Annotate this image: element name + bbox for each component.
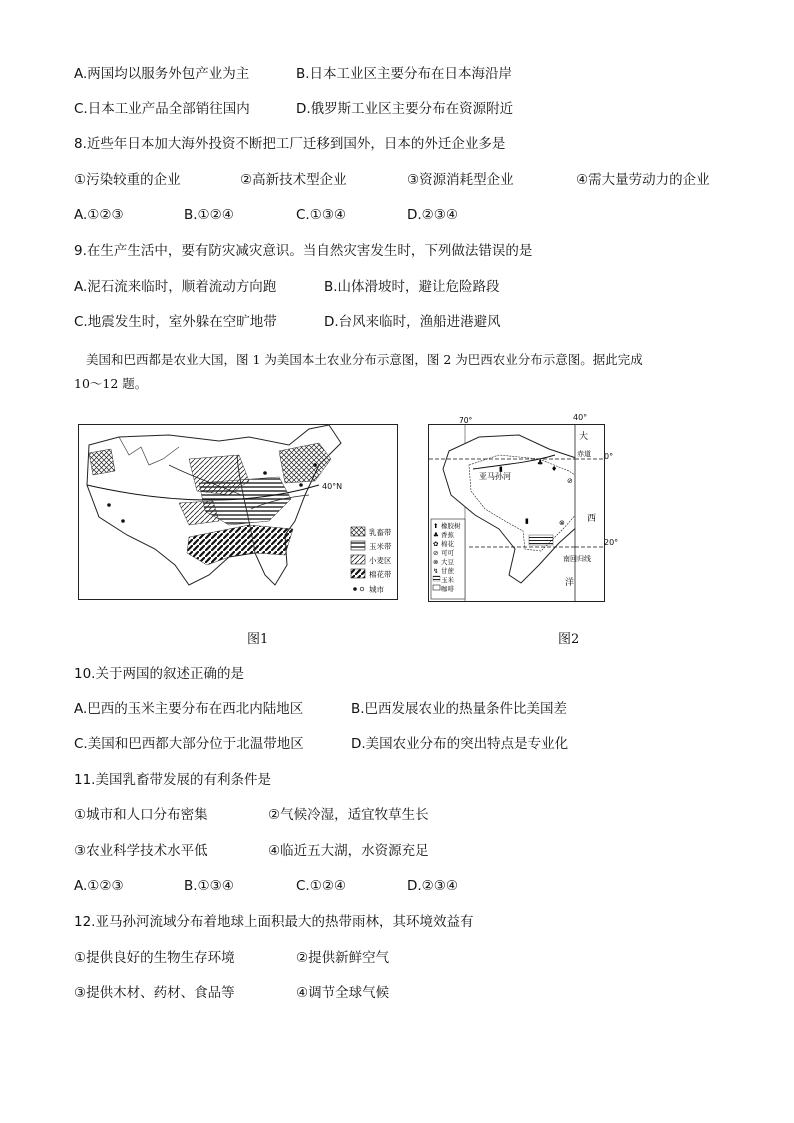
q11-option-c: C.①②④ [296,878,347,894]
svg-text:✿: ✿ [433,540,439,548]
ocean-char-1: 大 [579,432,589,442]
q7-option-d: D.俄罗斯工业区主要分布在资源附近 [296,101,514,117]
q8-option-b: B.①②④ [184,207,234,223]
legend-cocoa: 可可 [441,549,454,557]
q11-item-4: ④临近五大湖，水资源充足 [268,843,429,859]
q12-item-4: ④调节全球气候 [296,985,390,1001]
svg-text:⊘: ⊘ [433,549,439,557]
figure-2-legend [431,519,465,599]
svg-text:⊗: ⊗ [433,558,439,566]
q8-stem: 8.近些年日本加大海外投资不断把工厂迁移到国外，日本的外迁企业多是 [74,136,506,152]
svg-text:⬆: ⬆ [433,522,439,530]
q10-option-a: A.巴西的玉米主要分布在西北内陆地区 [74,701,304,717]
lon-70-label: 70° [459,416,473,425]
q9-option-a: A.泥石流来临时，顺着流动方向跑 [74,279,277,295]
svg-text:↯: ↯ [433,567,439,575]
legend-cotton: 棉花 [441,540,454,548]
q8-item-2: ②高新技术型企业 [240,172,347,188]
q12-item-3: ③提供木材、药材、食品等 [74,985,235,1001]
equator-label: 赤道 [577,450,591,458]
q10-stem: 10.关于两国的叙述正确的是 [74,666,244,682]
q11-option-a: A.①②③ [74,878,124,894]
q7-option-b: B.日本工业区主要分布在日本海沿岸 [296,66,513,82]
lon-40-label: 40° [573,413,588,422]
q11-option-b: B.①③④ [184,878,234,894]
intro-line-2: 10～12 题。 [74,376,148,391]
svg-text:⊗: ⊗ [559,519,565,527]
q11-stem: 11.美国乳畜带发展的有利条件是 [74,772,271,788]
svg-text:♦: ♦ [551,465,558,473]
figure-2-brazil-map [428,413,605,602]
q8-item-4: ④需大量劳动力的企业 [576,172,710,188]
svg-text:⊘: ⊘ [567,477,573,485]
q10-option-b: B.巴西发展农业的热量条件比美国差 [351,701,568,717]
svg-text:▮: ▮ [499,465,503,473]
legend-corn: 玉米带 [369,542,392,551]
legend-city: 城市 [369,585,384,594]
lat-20-label: 20° [604,538,619,547]
q9-stem: 9.在生产生活中，要有防灾减灾意识。当自然灾害发生时，下列做法错误的是 [74,243,533,259]
legend-cotton: 棉花带 [369,570,392,579]
q11-item-2: ②气候冷湿，适宜牧草生长 [268,807,429,823]
legend-sugarcane: 甘蔗 [441,567,454,575]
svg-text:♣: ♣ [537,459,544,467]
ocean-char-2: 西 [587,514,597,524]
legend-dairy: 乳畜带 [369,528,392,537]
q11-item-1: ①城市和人口分布密集 [74,807,208,823]
figure-1-usa-map [78,424,398,600]
q7-option-a: A.两国均以服务外包产业为主 [74,66,250,82]
q8-option-a: A.①②③ [74,207,124,223]
legend-corn: 玉米 [441,576,454,584]
figure-1-caption: 图1 [247,632,269,647]
legend-wheat: 小麦区 [369,556,392,565]
q12-stem: 12.亚马孙河流域分布着地球上面积最大的热带雨林，其环境效益有 [74,914,474,930]
svg-text:♣: ♣ [433,531,439,539]
legend-rubber: 橡胶树 [441,522,461,530]
q9-option-c: C.地震发生时，室外躲在空旷地带 [74,314,277,330]
figure-1-legend [351,527,392,594]
q12-item-1: ①提供良好的生物生存环境 [74,950,235,966]
lat-40n-label: 40°N [322,482,343,491]
q7-option-c: C.日本工业产品全部销往国内 [74,101,250,117]
legend-coffee: 咖啡 [441,585,454,593]
q12-item-2: ②提供新鲜空气 [296,950,390,966]
ocean-char-3: 洋 [565,578,575,588]
q8-option-d: D.②③④ [407,207,458,223]
q10-option-d: D.美国农业分布的突出特点是专业化 [351,736,569,752]
legend-banana: 香蕉 [441,531,454,539]
q8-item-3: ③资源消耗型企业 [407,172,514,188]
lat-0-label: 0° [604,452,614,461]
q11-option-d: D.②③④ [407,878,458,894]
q9-option-b: B.山体滑坡时，避让危险路段 [324,279,500,295]
intro-line-1: 美国和巴西都是农业大国，图 1 为美国本土农业分布示意图，图 2 为巴西农业分布示意图。据此完成 [86,352,643,367]
usa-map-svg [79,425,397,599]
q8-option-c: C.①③④ [296,207,347,223]
figure-2-caption: 图2 [558,632,580,647]
amazon-label: 亚马孙河 [479,472,511,481]
q10-option-c: C.美国和巴西都大部分位于北温带地区 [74,736,304,752]
q11-item-3: ③农业科学技术水平低 [74,843,208,859]
legend-soybean: 大豆 [441,558,454,566]
svg-text:▮: ▮ [525,517,529,525]
tropic-label: 南回归线 [563,555,591,563]
q8-item-1: ①污染较重的企业 [74,172,181,188]
q9-option-d: D.台风来临时，渔船进港避风 [324,314,501,330]
